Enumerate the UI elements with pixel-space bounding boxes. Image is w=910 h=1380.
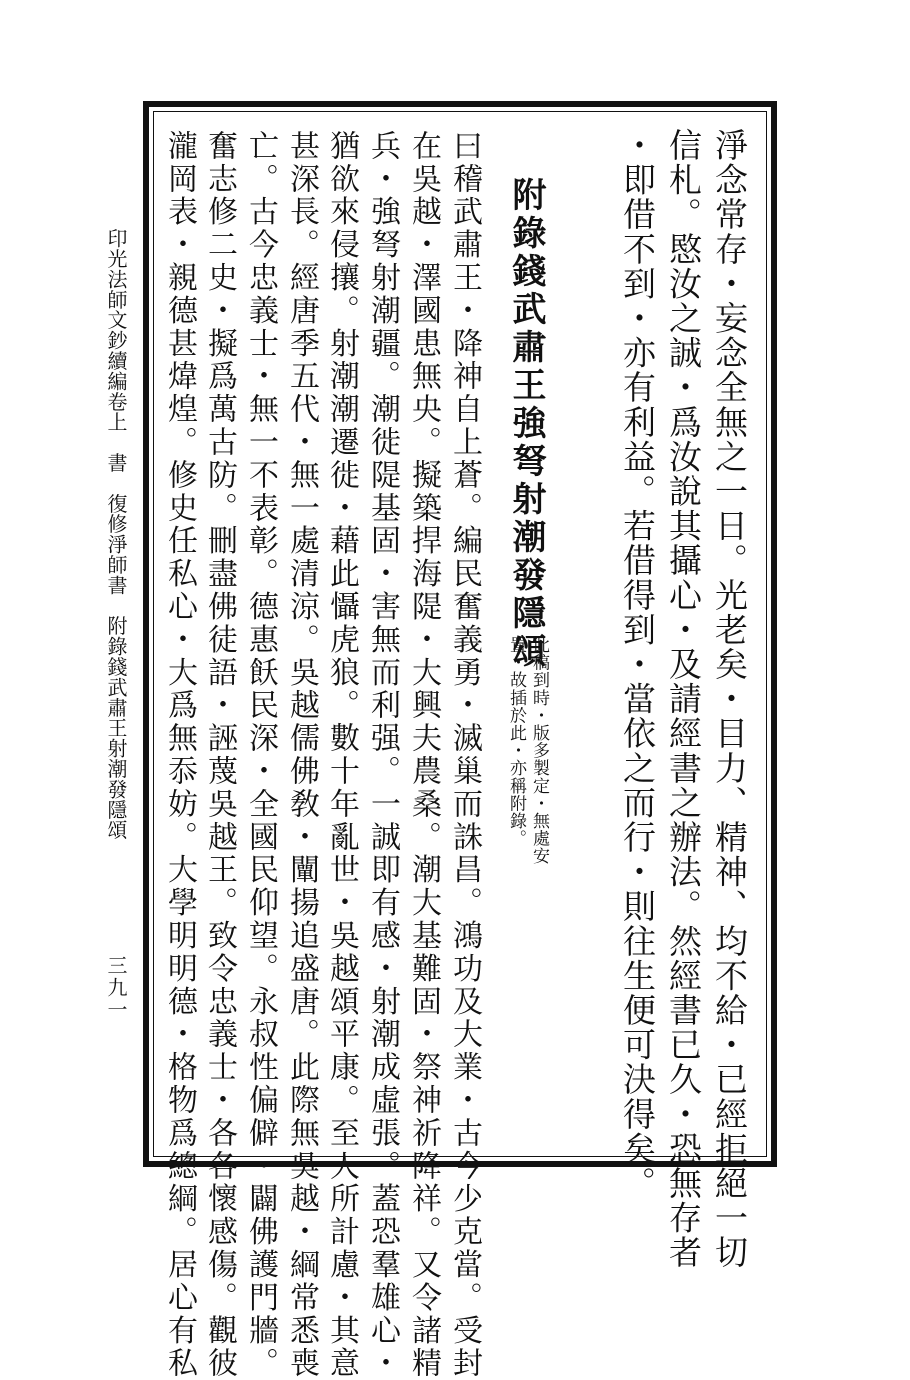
letter-column: 信札。愍汝之誠・爲汝說其攝心・及請經書之辦法。然經書已久・恐無存者 bbox=[664, 128, 703, 1270]
poem-column: 曰稽武肅王・降神自上蒼。編民奮義勇・滅巢而誅昌。鴻功及大業・古今少克當。受封 bbox=[447, 130, 482, 1380]
poem-column: 猶欲來侵攘。射潮潮遷徙・藉此懾虎狼。數十年亂世・吳越頌平康。至人所計慮・其意 bbox=[324, 130, 359, 1380]
letter-column: 淨念常存・妄念全無之一日。光老矣・目力、精神、均不給・已經拒絕一切 bbox=[710, 128, 749, 1270]
appendix-note-line: 置・故插於此・亦稱附錄。 bbox=[506, 636, 526, 848]
poem-column: 奮志修二史・擬爲萬古防。刪盡佛徒語・誣蔑吳越王。致令忠義士・各各懷感傷。觀彼 bbox=[202, 130, 237, 1380]
page-number: 三九一 bbox=[104, 955, 128, 1021]
letter-column: ・即借不到・亦有利益。若借得到・當依之而行・則往生便可決得矣。 bbox=[618, 128, 657, 1201]
appendix-title: 附錄錢武肅王強弩射潮發隱頌 bbox=[506, 177, 546, 671]
running-header: 印光法師文鈔續編卷上 書 復修淨師書 附錄錢武肅王射潮發隱頌 bbox=[104, 228, 128, 840]
poem-column: 瀧岡表・親德甚煒煌。修史任私心・大爲無忝妨。大學明明德・格物爲總綱。居心有私 bbox=[162, 130, 197, 1380]
poem-column: 在吳越・澤國患無央。擬築捍海隄・大興夫農桑。潮大基難固・祭神祈降祥。又令諸精 bbox=[406, 130, 441, 1380]
poem-column: 兵・強弩射潮疆。潮徙隄基固・害無而利强。一誠即有感・射潮成虛張。蓋恐羣雄心・ bbox=[365, 130, 400, 1380]
poem-column: 甚深長。經唐季五代・無一處清涼。吳越儒佛敎・闡揚追盛唐。此際無吳越・綱常悉喪 bbox=[284, 130, 319, 1380]
poem-column: 亡。古今忠義士・無一不表彰。德惠飫民深・全國民仰望。永叔性偏僻・闢佛護門牆。 bbox=[243, 130, 278, 1380]
appendix-note-line: 此稿到時・版多製定・無處安 bbox=[529, 636, 549, 865]
